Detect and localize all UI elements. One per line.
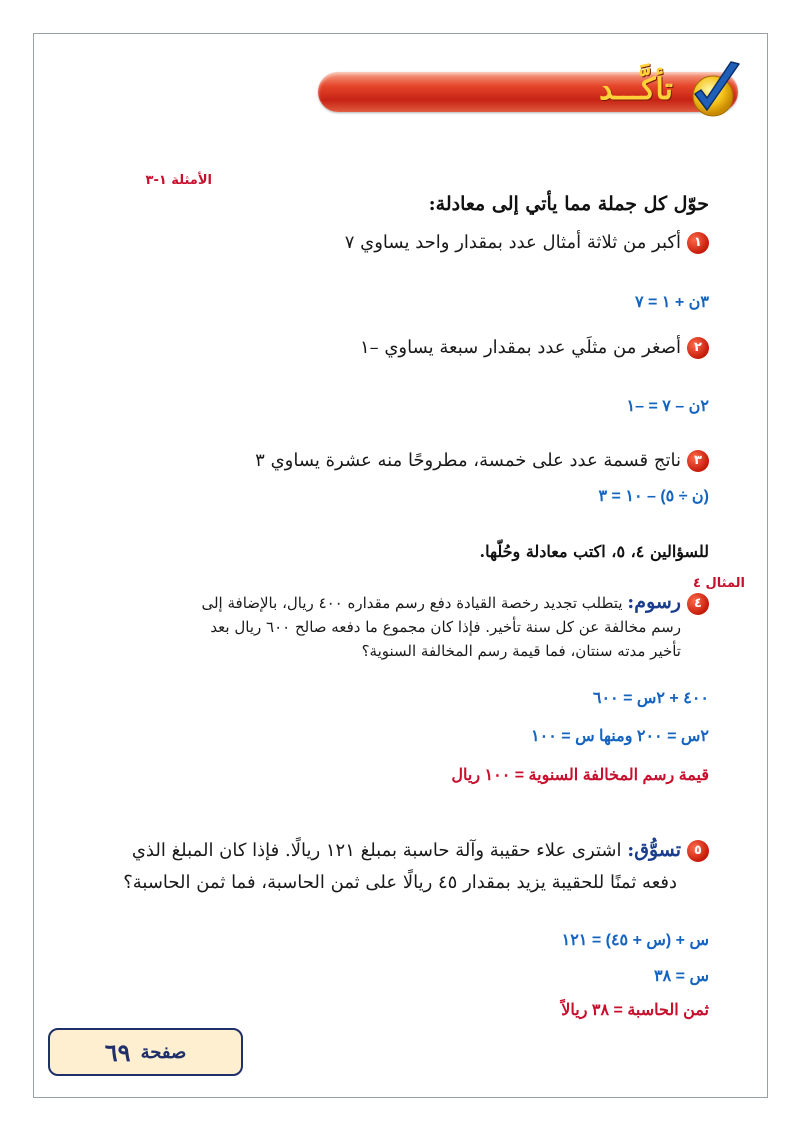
page-label: صفحة bbox=[140, 1041, 187, 1063]
question-5 bbox=[123, 834, 709, 899]
question-2 bbox=[360, 337, 709, 359]
examples-ref-label: الأمثلة ١-٣ bbox=[145, 173, 212, 188]
page-number-box bbox=[48, 1028, 243, 1076]
question-number-badge: ٢ bbox=[687, 337, 709, 359]
question-5-topic: تسوُّق: bbox=[627, 839, 681, 861]
question-4 bbox=[201, 590, 709, 663]
main-instruction: حوّل كل جملة مما يأتي إلى معادلة: bbox=[428, 193, 709, 215]
question-4-line-3: تأخير مدته سنتان، فما قيمة رسم المخالفة السنوية؟ bbox=[361, 642, 681, 660]
question-4-line-1: ٤رسوم: يتطلب تجديد رخصة القيادة دفع رسم مقداره ٤٠٠ ريال، بالإضافة إلى bbox=[201, 590, 709, 615]
question-number-badge: ١ bbox=[687, 232, 709, 254]
answer-5-step-1: س + (س + ٤٥) = ١٢١ bbox=[561, 932, 709, 949]
answer-5-step-2: س = ٣٨ bbox=[654, 968, 709, 985]
example-4-ref-label: المثال ٤ bbox=[693, 576, 745, 591]
question-5-line-2: دفعه ثمنًا للحقيبة يزيد بمقدار ٤٥ ريالًا على ثمن الحاسبة، فما ثمن الحاسبة؟ bbox=[123, 872, 677, 893]
checkmark-icon bbox=[685, 60, 743, 120]
banner-title: تأكَّـــد bbox=[599, 72, 673, 107]
question-1-text: أكبر من ثلاثة أمثال عدد بمقدار واحد يساوي ٧ bbox=[344, 232, 681, 253]
question-3-text: ناتج قسمة عدد على خمسة، مطروحًا منه عشرة يساوي ٣ bbox=[255, 450, 681, 471]
answer-2: ٢ن – ٧ = –١ bbox=[626, 398, 709, 415]
question-3 bbox=[255, 450, 709, 472]
answer-5-result: ثمن الحاسبة = ٣٨ ريالاً bbox=[561, 1002, 709, 1019]
answer-4-step-2: ٢س = ٢٠٠ ومنها س = ١٠٠ bbox=[531, 728, 709, 745]
banner-bar bbox=[318, 72, 738, 112]
answer-1: ٣ن + ١ = ٧ bbox=[635, 294, 709, 311]
question-2-text: أصغر من مثلَي عدد بمقدار سبعة يساوي –١ bbox=[359, 337, 681, 358]
page-number: ٦٩ bbox=[104, 1037, 131, 1067]
question-number-badge: ٣ bbox=[687, 450, 709, 472]
question-number-badge: ٤ bbox=[687, 593, 709, 615]
question-5-line-1: ٥تسوُّق: اشترى علاء حقيبة وآلة حاسبة بمبلغ ١٢١ ريالًا. فإذا كان المبلغ الذي bbox=[123, 834, 709, 867]
question-4-line-2: رسم مخالفة عن كل سنة تأخير. فإذا كان مجموع ما دفعه صالح ٦٠٠ ريال بعد bbox=[210, 618, 681, 636]
question-4-topic: رسوم: bbox=[627, 591, 681, 613]
answer-3: (ن ÷ ٥) – ١٠ = ٣ bbox=[598, 488, 709, 505]
question-number-badge: ٥ bbox=[687, 840, 709, 862]
section-banner bbox=[318, 68, 743, 116]
answer-4-step-1: ٤٠٠ + ٢س = ٦٠٠ bbox=[592, 690, 709, 707]
answer-4-result: قيمة رسم المخالفة السنوية = ١٠٠ ريال bbox=[451, 767, 709, 784]
question-1 bbox=[345, 232, 709, 254]
q45-instruction: للسؤالين ٤، ٥، اكتب معادلة وحُلّها. bbox=[479, 542, 709, 561]
